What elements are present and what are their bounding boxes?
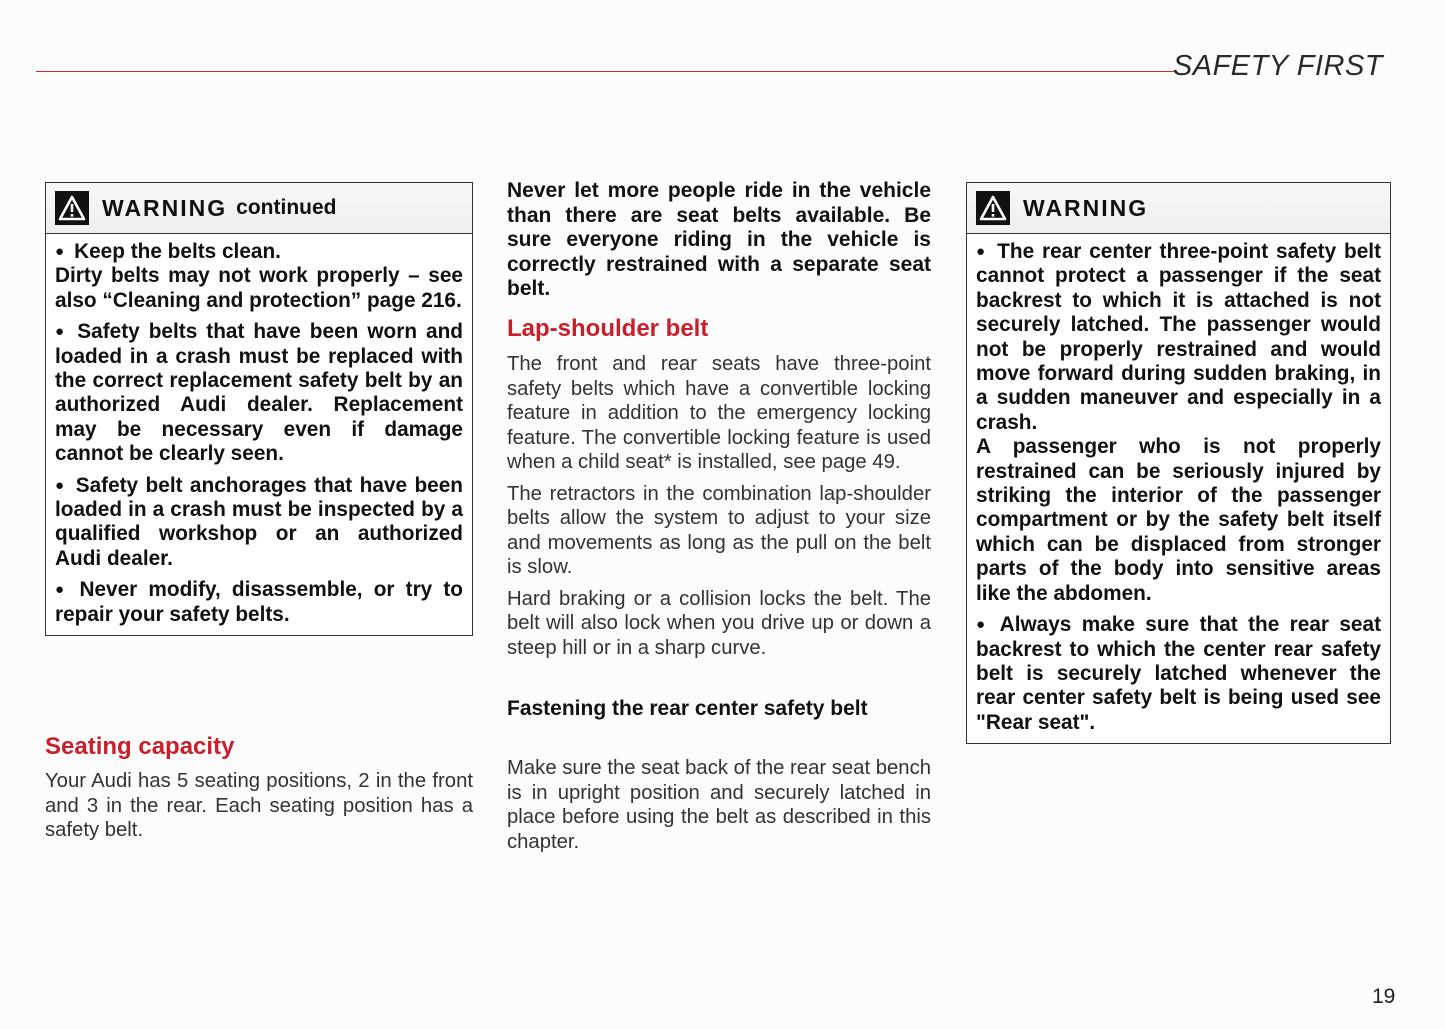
occupancy-warning-text: Never let more people ride in the vehicle than there are seat belts available. Be sure everyone riding in the vehicle is correctly restrained with a separate seat belt. bbox=[507, 179, 931, 300]
paragraph: The retractors in the combination lap-shoulder belts allow the system to adjust to your size and movements as long as the pull on the belt is slow. bbox=[507, 482, 931, 578]
warning-box-header bbox=[967, 183, 1390, 234]
warning-item-text: Safety belt anchorages that have been loaded in a crash must be inspected by a qualified workshop or an authorized Audi dealer. bbox=[55, 473, 463, 570]
seating-capacity-heading: Seating capacity bbox=[45, 733, 235, 760]
warning-item bbox=[976, 613, 1381, 735]
warning-item-text: Always make sure that the rear seat backrest to which the center rear safety belt is securely latched whenever the rear center safety belt is being used see "Rear seat". bbox=[976, 613, 1381, 734]
warning-item-lead: Keep the belts clean. bbox=[74, 240, 281, 263]
warning-triangle-icon bbox=[55, 191, 89, 225]
warning-title: WARNING bbox=[1023, 194, 1149, 221]
warning-box-continued bbox=[45, 182, 473, 636]
warning-item bbox=[55, 578, 463, 627]
warning-title-suffix: continued bbox=[236, 196, 337, 219]
bullet-icon: ● bbox=[55, 581, 70, 599]
section-title: SAFETY FIRST bbox=[1172, 50, 1383, 82]
warning-item-text: Dirty belts may not work properly – see also “Cleaning and protection” page 216. bbox=[55, 264, 463, 312]
warning-item-continuation: A passenger who is not properly restrained can be seriously injured by striking the interior of the passenger compartment or by the safety belt itself which can be displaced from stronger parts of the body into sensitive areas like the abdomen. bbox=[976, 435, 1381, 605]
bullet-icon: ● bbox=[976, 616, 990, 634]
warning-box-header bbox=[46, 183, 472, 234]
bullet-icon: ● bbox=[55, 323, 68, 341]
bullet-icon: ● bbox=[976, 243, 988, 260]
warning-title: WARNING bbox=[102, 194, 228, 221]
bullet-icon: ● bbox=[55, 476, 66, 494]
warning-body bbox=[967, 234, 1390, 743]
warning-item-text: Never modify, disassemble, or try to repair your safety belts. bbox=[55, 578, 464, 626]
page-number: 19 bbox=[1372, 985, 1396, 1008]
warning-item bbox=[55, 474, 463, 572]
header-rule bbox=[36, 71, 1174, 72]
paragraph: The front and rear seats have three-point safety belts which have a convertible locking feature in addition to the emergency locking feature. The convertible locking feature is used when a child seat* is installed, see page 49. bbox=[507, 353, 931, 473]
warning-triangle-icon bbox=[976, 191, 1010, 225]
warning-item-text: The rear center three-point safety belt cannot protect a passenger if the seat backrest to which it is attached is not securely latched. The passenger would not be properly restrained and would move forward during sudden braking, in a sudden maneuver and especially in a crash. bbox=[976, 240, 1381, 434]
bullet-icon: ● bbox=[55, 243, 65, 260]
warning-item bbox=[55, 320, 463, 466]
warning-body bbox=[46, 234, 472, 635]
lap-shoulder-heading: Lap-shoulder belt bbox=[507, 315, 709, 342]
fastening-heading: Fastening the rear center safety belt bbox=[507, 697, 868, 720]
warning-item bbox=[55, 240, 463, 313]
paragraph: Hard braking or a collision locks the belt. The belt will also lock when you drive up or down a steep hill or in a sharp curve. bbox=[507, 587, 931, 659]
fastening-text: Make sure the seat back of the rear seat bench is in upright position and securely latched in place before using the belt as described in this chapter. bbox=[507, 757, 931, 853]
lap-shoulder-section bbox=[507, 352, 931, 660]
warning-box bbox=[966, 182, 1391, 744]
seating-capacity-text: Your Audi has 5 seating positions, 2 in the front and 3 in the rear. Each seating position has a safety belt. bbox=[45, 770, 473, 841]
warning-item bbox=[976, 240, 1381, 606]
warning-item-text: Safety belts that have been worn and loaded in a crash must be replaced with the correct replacement safety belt by an authorized Audi dealer. Replacement may be necessary even if damage cannot be clearly seen. bbox=[55, 320, 464, 466]
